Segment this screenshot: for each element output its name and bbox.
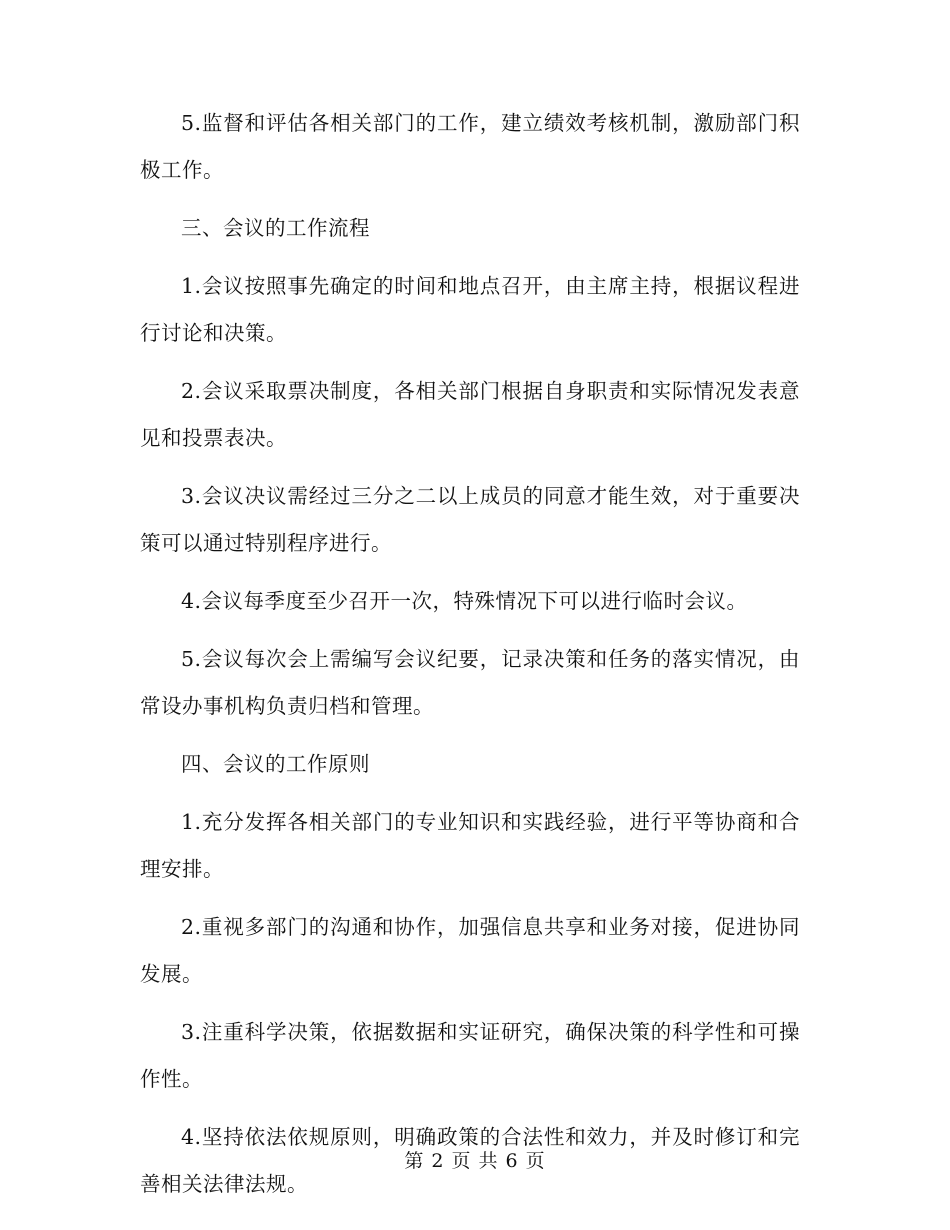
paragraph-principle-1: 1.充分发挥各相关部门的专业知识和实践经验，进行平等协商和合理安排。 bbox=[140, 810, 800, 881]
paragraph-workflow-4: 4.会议每季度至少召开一次，特殊情况下可以进行临时会议。 bbox=[181, 589, 748, 613]
paragraph-principle-3: 3.注重科学决策，依据数据和实证研究，确保决策的科学性和可操作性。 bbox=[140, 1020, 800, 1091]
page-footer bbox=[0, 1146, 950, 1173]
document-body bbox=[140, 100, 800, 1219]
paragraph-workflow-2: 2.会议采取票决制度，各相关部门根据自身职责和实际情况发表意见和投票表决。 bbox=[140, 379, 800, 450]
paragraph-workflow-1: 1.会议按照事先确定的时间和地点召开，由主席主持，根据议程进行讨论和决策。 bbox=[140, 274, 800, 345]
paragraph-workflow-3: 3.会议决议需经过三分之二以上成员的同意才能生效，对于重要决策可以通过特别程序进行。 bbox=[140, 484, 800, 555]
section-heading-principles: 四、会议的工作原则 bbox=[181, 752, 370, 776]
paragraph-supervise-evaluate: 5.监督和评估各相关部门的工作，建立绩效考核机制，激励部门积极工作。 bbox=[140, 111, 800, 182]
paragraph-principle-4: 4.坚持依法依规原则，明确政策的合法性和效力，并及时修订和完善相关法律法规。 bbox=[140, 1125, 800, 1196]
paragraph-workflow-5: 5.会议每次会上需编写会议纪要，记录决策和任务的落实情况，由常设办事机构负责归档和管理。 bbox=[140, 647, 800, 718]
paragraph-principle-2: 2.重视多部门的沟通和协作，加强信息共享和业务对接，促进协同发展。 bbox=[140, 915, 800, 986]
section-heading-workflow: 三、会议的工作流程 bbox=[181, 216, 370, 240]
page-number-label: 第 2 页 共 6 页 bbox=[404, 1150, 546, 1172]
